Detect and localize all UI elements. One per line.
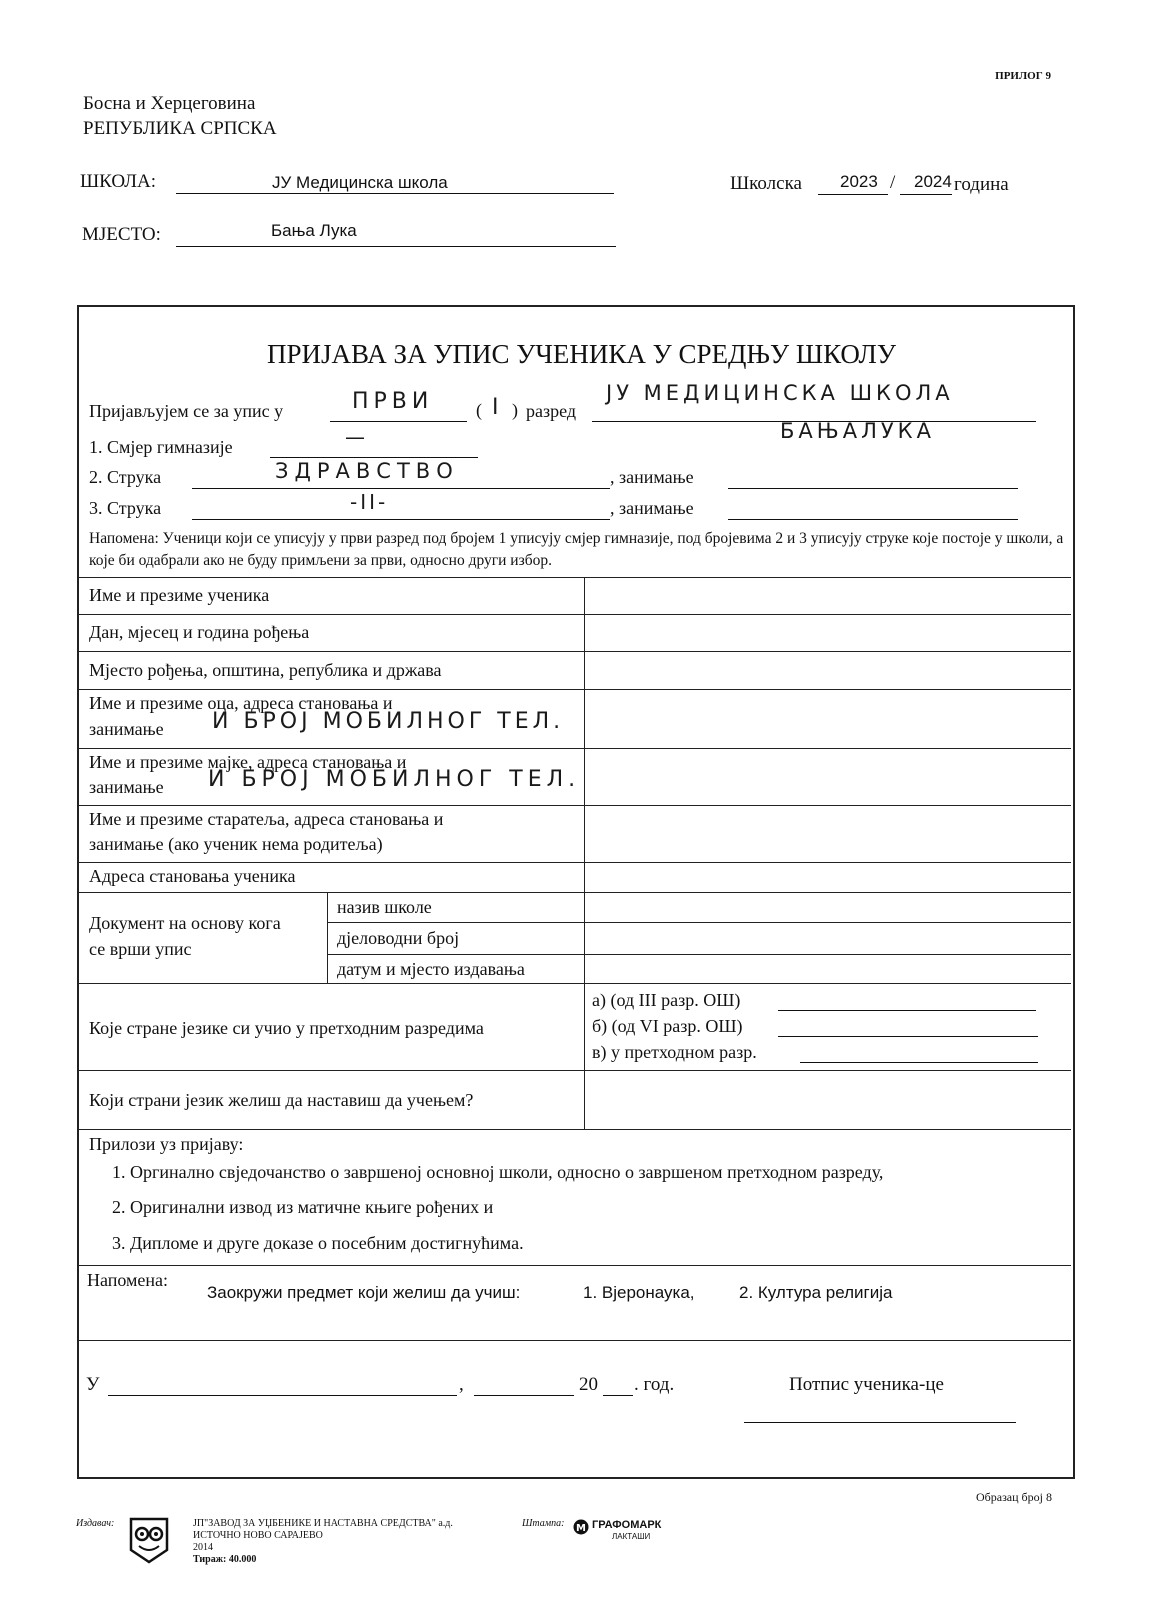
sign-place-prefix: У (86, 1374, 100, 1395)
place-value[interactable]: Бања Лука (271, 221, 357, 240)
language-b-line[interactable] (778, 1036, 1038, 1037)
row-guardian-line1: Име и презиме старатеља, адреса становања и (89, 809, 444, 829)
school-year-label: Школска (730, 173, 802, 194)
grid-column-divider (327, 892, 328, 983)
doc-registry-number: дјеловодни број (337, 928, 460, 948)
track1-value[interactable]: — (345, 425, 370, 449)
grid-line (78, 651, 1071, 652)
place-label: МЈЕСТО: (82, 224, 161, 245)
year-from-line (818, 194, 888, 195)
attachment-item-3: 3. Дипломе и друге доказе о посебним достигнућима. (112, 1233, 524, 1253)
form-number: Образац број 8 (975, 1490, 1052, 1504)
printer-label: Штампа: (522, 1518, 565, 1529)
row-birth-place: Мјесто рођења, општина, република и држава (89, 660, 442, 680)
signature-line[interactable] (744, 1422, 1016, 1423)
grid-line (78, 1070, 1071, 1071)
track1-line (270, 457, 478, 458)
form-title: ПРИЈАВА ЗА УПИС УЧЕНИКА У СРЕДЊУ ШКОЛУ (266, 339, 896, 369)
printer-name: ГРАФОМАРК (592, 1519, 662, 1531)
sign-year-line[interactable] (603, 1395, 633, 1396)
grade-label: разред (526, 401, 577, 421)
grid-line (78, 614, 1071, 615)
track3-line (192, 519, 610, 520)
school-line (176, 193, 614, 194)
track3-occupation-line (728, 519, 1018, 520)
track-note: Напомена: Ученици који се уписују у први разред под бројем 1 уписују смјер гимназије, под бројевима 2 и 3 уписују струке које постоје у школи, а које би одабрали ако не буду примљени за први, односно други избор. (89, 530, 1064, 569)
school-value[interactable]: ЈУ Медицинска школа (272, 173, 448, 192)
religion-option-2[interactable]: 2. Култура религија (739, 1283, 893, 1302)
doc-label-line1: Документ на основу кога (89, 913, 281, 933)
school-choice-hand-1[interactable]: ЈУ МЕДИЦИНСКА ШКОЛА (606, 381, 954, 405)
signature-label: Потпис ученика-це (789, 1374, 944, 1395)
track3-occupation-label: , занимање (610, 498, 694, 518)
attachments-title: Прилози уз пријаву: (89, 1134, 244, 1154)
year-suffix: година (954, 174, 1009, 195)
year-to[interactable]: 2024 (914, 172, 952, 191)
attachment-item-1: 1. Оргинално свједочанство о завршеној основној школи, односно о завршеном претходном разреду, (112, 1162, 884, 1182)
language-c-label: в) у претходном разр. (592, 1042, 757, 1062)
grid-line (78, 1129, 1071, 1130)
enroll-grade-number[interactable]: I (492, 395, 499, 420)
printer-logo-icon (573, 1519, 589, 1535)
remark-text: Заокружи предмет који желиш да учиш: (207, 1283, 521, 1302)
grid-line (78, 689, 1071, 690)
grid-column-divider (584, 577, 585, 1129)
attachment-item-2: 2. Оригинални извод из матичне књиге рођених и (112, 1197, 494, 1217)
grid-line (327, 954, 1071, 955)
language-continue-label: Који страни језик желиш да наставиш да учењем? (89, 1090, 474, 1110)
row-guardian-line2: занимање (ако ученик нема родитеља) (89, 834, 383, 854)
track2-line (192, 488, 610, 489)
enroll-label: Пријављујем се за упис у (89, 401, 284, 421)
row-father-line1: Име и презиме оца, адреса становања и (89, 693, 393, 713)
doc-issue-date-place: датум и мјесто издавања (337, 959, 525, 979)
track2-label: 2. Струка (89, 467, 162, 487)
sign-date-line[interactable] (474, 1395, 574, 1396)
grid-line (78, 1340, 1071, 1341)
grid-line (327, 922, 1071, 923)
language-c-line[interactable] (800, 1062, 1038, 1063)
grade-paren-open: ( (476, 400, 482, 420)
grid-line (78, 1265, 1071, 1266)
row-mother-line1: Име и презиме мајке, адреса становања и (89, 752, 407, 772)
row-father-line2: занимање (89, 719, 164, 739)
print-run: Тираж: 40.000 (193, 1554, 257, 1565)
publisher-label: Издавач: (76, 1518, 115, 1529)
row-student-address: Адреса становања ученика (89, 866, 296, 886)
year-to-line (900, 194, 952, 195)
row-father-hand-note[interactable]: И БРОЈ МОБИЛНОГ ТЕЛ. (212, 709, 565, 734)
publisher-name: ЈП"ЗАВОД ЗА УЏБЕНИКЕ И НАСТАВНА СРЕДСТВА" а.д. (193, 1518, 453, 1529)
publisher-year: 2014 (193, 1542, 213, 1553)
grid-line (78, 983, 1071, 984)
grid-line (78, 805, 1071, 806)
sign-year-prefix: 20 (579, 1374, 598, 1395)
place-line (176, 246, 616, 247)
row-mother-line2: занимање (89, 777, 164, 797)
track3-label: 3. Струка (89, 498, 162, 518)
language-b-label: б) (од VI разр. ОШ) (592, 1016, 743, 1036)
printer-city: ЛАКТАШИ (612, 1532, 651, 1541)
school-label: ШКОЛА: (80, 171, 157, 192)
row-birth-date: Дан, мјесец и година рођења (89, 622, 310, 642)
track3-value[interactable]: -II- (350, 490, 389, 514)
track1-label: 1. Смјер гимназије (89, 437, 233, 457)
religion-option-1[interactable]: 1. Вјеронаука, (583, 1283, 695, 1302)
enroll-grade-line (330, 421, 467, 422)
row-mother-hand-note[interactable]: И БРОЈ МОБИЛНОГ ТЕЛ. (208, 767, 581, 792)
doc-school-name: назив школе (337, 897, 432, 917)
track2-occupation-label: , занимање (610, 467, 694, 487)
track2-occupation-line (728, 488, 1018, 489)
sign-place-line[interactable] (108, 1395, 457, 1396)
language-a-line[interactable] (778, 1010, 1036, 1011)
country-name: Босна и Херцеговина (83, 93, 256, 114)
grid-line (78, 862, 1071, 863)
grid-line (78, 748, 1071, 749)
annex-label: ПРИЛОГ 9 (995, 70, 1051, 82)
row-student-name: Име и презиме ученика (89, 585, 270, 605)
publisher-city: ИСТОЧНО НОВО САРАЈЕВО (193, 1530, 323, 1541)
track2-value[interactable]: ЗДРАВСТВО (275, 459, 459, 483)
grade-paren-close: ) (512, 400, 518, 420)
languages-label: Које стране језике си учио у претходним разредима (89, 1018, 484, 1038)
publisher-logo (128, 1516, 170, 1564)
remark-label: Напомена: (87, 1270, 169, 1290)
year-from[interactable]: 2023 (840, 172, 878, 191)
school-choice-hand-2[interactable]: БАЊАЛУКА (780, 419, 935, 443)
year-separator: / (890, 172, 896, 193)
enroll-grade-value[interactable]: ПРВИ (352, 389, 434, 414)
language-a-label: а) (од III разр. ОШ) (592, 990, 741, 1010)
sign-comma: , (459, 1374, 464, 1395)
doc-label-line2: се врши упис (89, 939, 192, 959)
grid-line (78, 577, 1071, 578)
entity-name: РЕПУБЛИКА СРПСКА (83, 118, 277, 139)
grid-line (78, 892, 1071, 893)
svg-text:M: M (576, 1523, 586, 1534)
sign-year-suffix: . год. (634, 1374, 675, 1395)
